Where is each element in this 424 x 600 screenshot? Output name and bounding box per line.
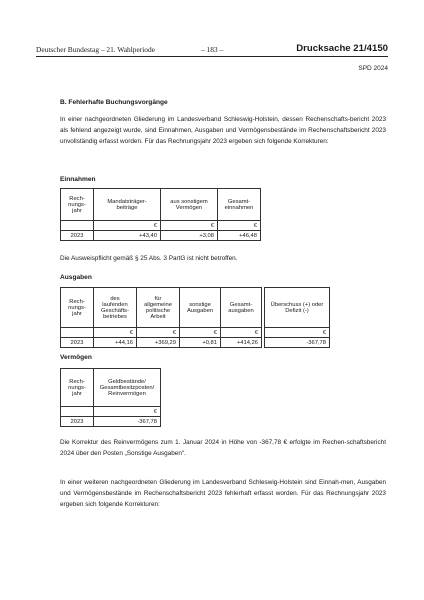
unit-cell: € — [161, 221, 218, 231]
col-header: Mandatsträger-beiträge — [94, 189, 161, 221]
ausgaben-title: Ausgaben — [60, 274, 92, 281]
unit-cell: € — [94, 221, 161, 231]
unit-cell: € — [218, 221, 261, 231]
value-cell: +43,40 — [94, 231, 161, 241]
korrektur-paragraph: Die Korrektur des Reinvermögens zum 1. Januar 2024 in Höhe von -367,78 € erfolgte im Rechen-schaftsbericht 2024 über den Posten „Sonstige Ausgaben". — [60, 439, 386, 457]
header-page-number: – 183 – — [201, 45, 224, 54]
year-cell: 2023 — [61, 338, 94, 348]
intro-paragraph: In einer nachgeordneten Gliederung im Landesverband Schleswig-Holstein, dessen Rechenschafts-bericht 2023 als fehlend angezeigt wurde, sind Einnahmen, Ausgaben und Vermögensbestände im Rechenschaftsbericht 2023 unvollständig erfasst worden. Für das Rechnungsjahr 2023 ergeben sich folgende Korrekturen: — [60, 116, 386, 145]
year-cell: 2023 — [61, 417, 94, 427]
header-document-number: Drucksache 21/4150 — [296, 43, 388, 54]
header-parliament: Deutscher Bundestag – 21. Wahlperiode — [36, 45, 155, 54]
ausgaben-table — [60, 287, 262, 348]
section-title: B. Fehlerhafte Buchungsvorgänge — [60, 99, 168, 106]
value-cell: +3,08 — [161, 231, 218, 241]
unit-cell: € — [94, 328, 137, 338]
col-header: des laufenden Geschäfts-betriebes — [94, 288, 137, 328]
col-header: Gesamt-ausgaben — [221, 288, 262, 328]
unit-cell: € — [221, 328, 262, 338]
surplus-table — [264, 287, 330, 348]
col-header: sonstige Ausgaben — [180, 288, 221, 328]
col-header: aus sonstigem Vermögen — [161, 189, 218, 221]
vermoegen-title: Vermögen — [60, 354, 92, 361]
header-rule — [36, 56, 388, 57]
value-cell: +414,26 — [221, 338, 262, 348]
value-cell: +44,16 — [94, 338, 137, 348]
party-label: SPD 2024 — [358, 65, 388, 72]
col-header: Gesamt-einnahmen — [218, 189, 261, 221]
col-header: Überschuss (+) oder Defizit (-) — [265, 288, 330, 328]
vermoegen-table — [60, 368, 161, 427]
value-cell: +369,29 — [137, 338, 180, 348]
col-header: Rech-nungs-jahr — [61, 288, 94, 328]
year-cell: 2023 — [61, 231, 94, 241]
unit-cell: € — [137, 328, 180, 338]
einnahmen-title: Einnahmen — [60, 176, 96, 183]
col-header: für allgemeine politische Arbeit — [137, 288, 180, 328]
unit-cell: € — [180, 328, 221, 338]
einnahmen-table — [60, 188, 261, 241]
value-cell: -367,78 — [265, 338, 330, 348]
col-header: Geldbestände/ Gesamtbesitzposten/ Reinvermögen — [94, 369, 161, 407]
value-cell: +46,48 — [218, 231, 261, 241]
ausweis-note: Die Ausweispflicht gemäß § 25 Abs. 3 PartG ist nicht betroffen. — [60, 255, 238, 262]
outro-paragraph: In einer weiteren nachgeordneten Gliederung im Landesverband Schleswig-Holstein sind Einnah-men, Ausgaben und Vermögensbestände im Rechenschaftsbericht 2023 fehlerhaft erfasst worden. Für das Rechnungsjahr 2023 ergeben sich folgende Korrekturen: — [60, 479, 386, 508]
value-cell: -367,78 — [94, 417, 161, 427]
unit-cell: € — [265, 328, 330, 338]
col-header: Rech-nungs-jahr — [61, 189, 94, 221]
value-cell: +0,81 — [180, 338, 221, 348]
col-header: Rech-nungs-jahr — [61, 369, 94, 407]
unit-cell: € — [94, 407, 161, 417]
